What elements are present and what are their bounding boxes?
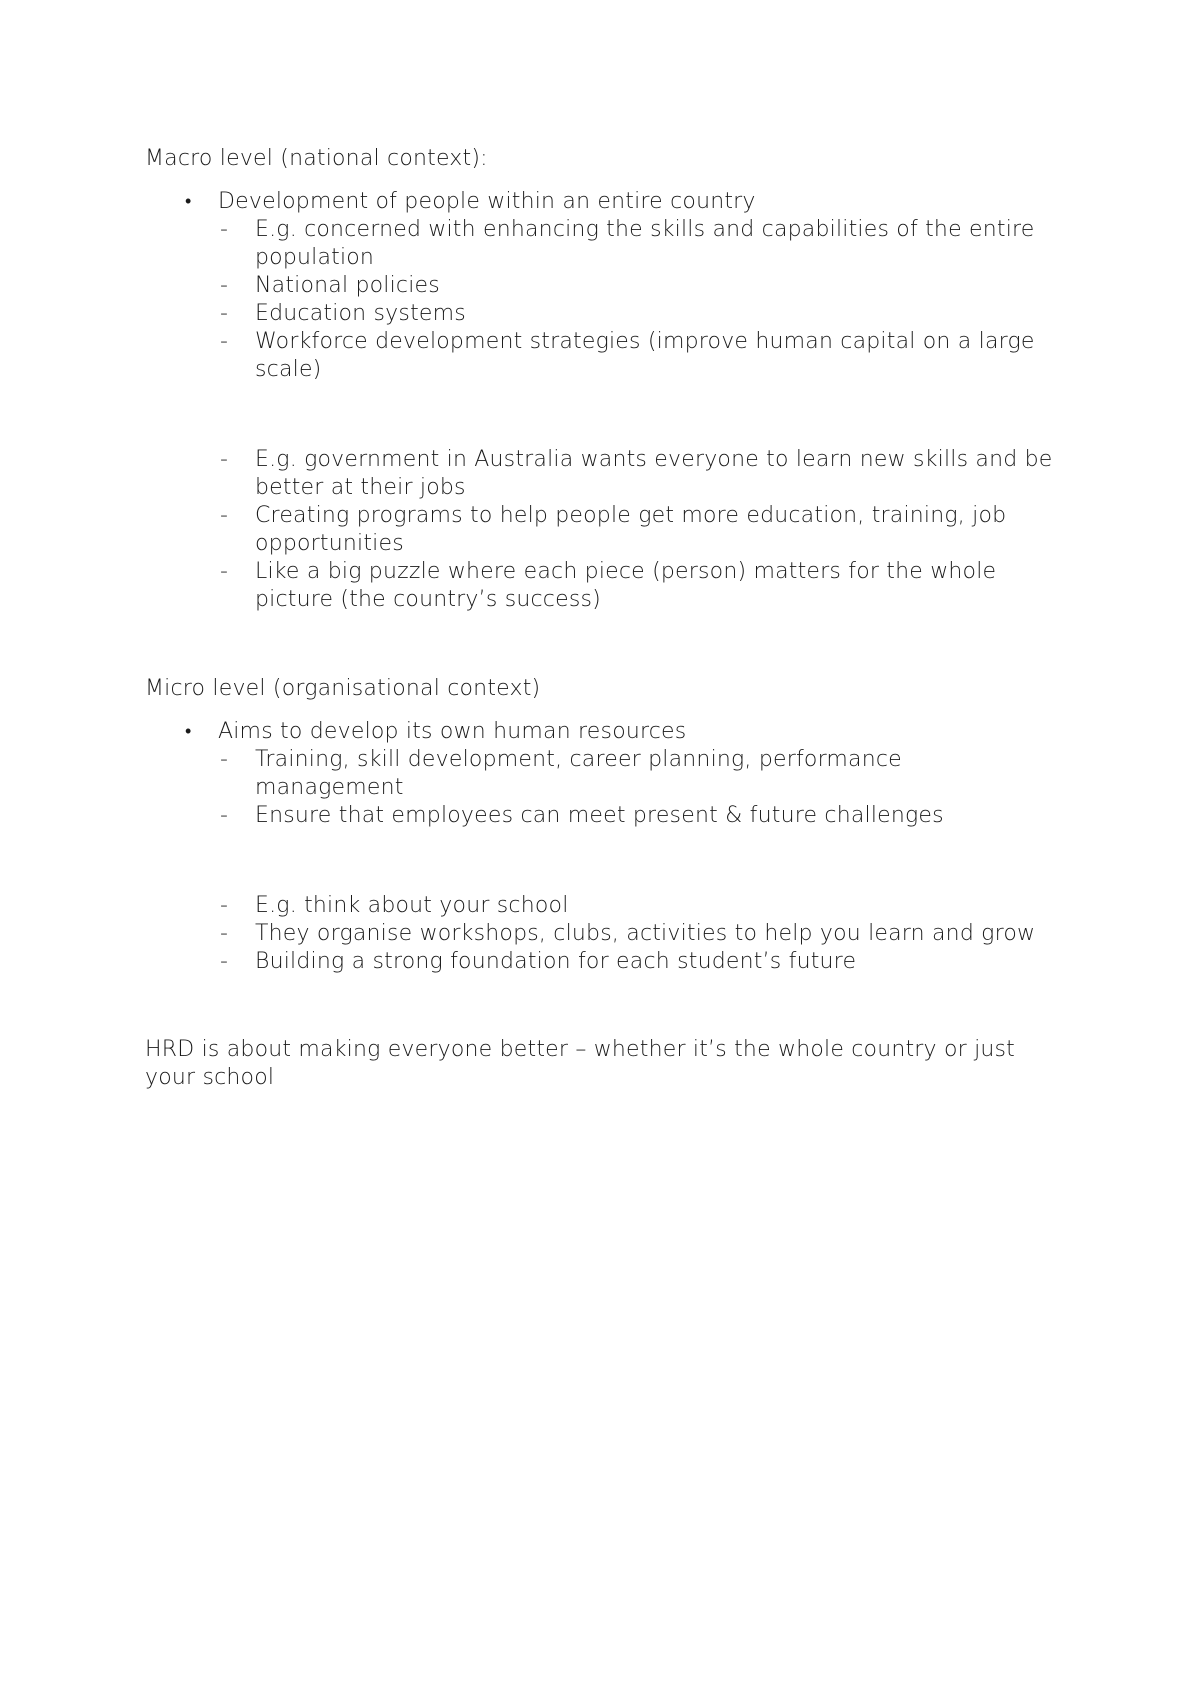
dash-mark: - [220, 447, 229, 472]
micro-example-2: They organise workshops, clubs, activities to help you learn and grow [255, 921, 1036, 946]
macro-example-1-line-1: E.g. government in Australia wants everyone to learn new skills and be [255, 447, 1053, 472]
macro-heading: Macro level (national context): [145, 146, 488, 171]
macro-subitem-4-line-1: Workforce development strategies (improve human capital on a large [255, 329, 1035, 354]
conclusion-line-2: your school [145, 1065, 275, 1090]
dash-mark: - [220, 329, 229, 354]
dash-mark: - [220, 301, 229, 326]
bullet-mark: • [185, 191, 192, 212]
dash-mark: - [220, 273, 229, 298]
macro-subitem-2: National policies [255, 273, 440, 298]
macro-example-3-line-1: Like a big puzzle where each piece (person) matters for the whole [255, 559, 997, 584]
micro-heading: Micro level (organisational context) [145, 676, 541, 701]
macro-subitem-1-line-1: E.g. concerned with enhancing the skills and capabilities of the entire [255, 217, 1035, 242]
dash-mark: - [220, 217, 229, 242]
dash-mark: - [220, 503, 229, 528]
dash-mark: - [220, 803, 229, 828]
bullet-mark: • [185, 721, 192, 742]
micro-subitem-1-line-1: Training, skill development, career planning, performance [255, 747, 902, 772]
macro-subitem-3: Education systems [255, 301, 466, 326]
dash-mark: - [220, 559, 229, 584]
micro-subitem-2: Ensure that employees can meet present & future challenges [255, 803, 944, 828]
conclusion-line-1: HRD is about making everyone better – whether it’s the whole country or just [145, 1037, 1016, 1062]
dash-mark: - [220, 949, 229, 974]
macro-example-3-line-2: picture (the country’s success) [255, 587, 601, 612]
micro-example-1: E.g. think about your school [255, 893, 569, 918]
dash-mark: - [220, 893, 229, 918]
micro-subitem-1-line-2: management [255, 775, 404, 800]
macro-bullet: Development of people within an entire country [218, 189, 756, 214]
macro-example-1-line-2: better at their jobs [255, 475, 466, 500]
macro-subitem-4-line-2: scale) [255, 357, 322, 382]
macro-example-2-line-1: Creating programs to help people get more education, training, job [255, 503, 1007, 528]
micro-example-3: Building a strong foundation for each student’s future [255, 949, 857, 974]
macro-example-2-line-2: opportunities [255, 531, 404, 556]
dash-mark: - [220, 747, 229, 772]
macro-subitem-1-line-2: population [255, 245, 375, 270]
dash-mark: - [220, 921, 229, 946]
micro-bullet: Aims to develop its own human resources [218, 719, 687, 744]
